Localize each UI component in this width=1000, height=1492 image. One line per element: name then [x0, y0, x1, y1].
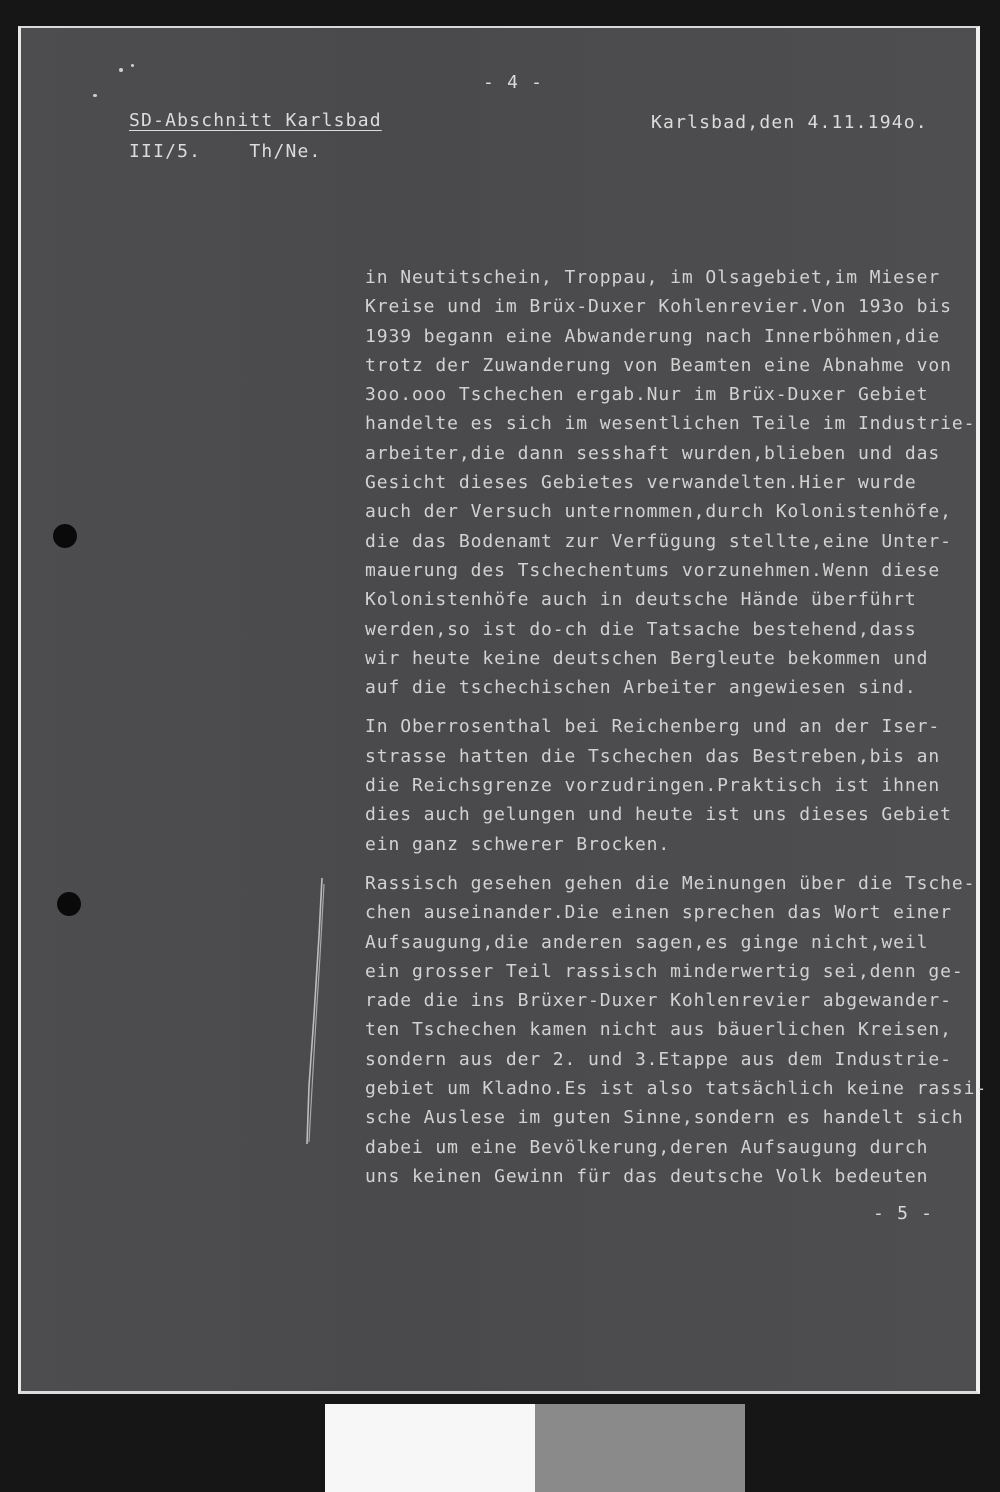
text-line: strasse hatten die Tschechen das Bestreben,bis an	[365, 745, 941, 767]
scan-speck	[119, 68, 123, 72]
text-line: ten Tschechen kamen nicht aus bäuerlichen Kreisen,	[365, 1019, 952, 1041]
text-line: chen auseinander.Die einen sprechen das Wort einer	[365, 902, 952, 924]
page-number-top: - 4 -	[483, 72, 544, 93]
place-date: Karlsbad,den 4.11.194o.	[651, 112, 928, 133]
text-line: 1939 begann eine Abwanderung nach Innerböhmen,die	[365, 325, 941, 347]
color-reference-card-white	[325, 1404, 535, 1492]
text-line: Kreise und im Brüx-Duxer Kohlenrevier.Von 193o bis	[365, 296, 952, 318]
text-line: dies auch gelungen und heute ist uns dieses Gebiet	[365, 804, 952, 826]
color-reference-card-grey	[535, 1404, 745, 1492]
text-line: werden,so ist do-ch die Tatsache bestehend,dass	[365, 618, 917, 640]
text-line: Gesicht dieses Gebietes verwandelten.Hier wurde	[365, 472, 917, 494]
text-line: sche Auslese im guten Sinne,sondern es handelt sich	[365, 1107, 964, 1129]
document-sheet	[18, 26, 988, 1394]
text-line: 3oo.ooo Tschechen ergab.Nur im Brüx-Duxer Gebiet	[365, 384, 929, 406]
text-line: auch der Versuch unternommen,durch Kolonistenhöfe,	[365, 501, 952, 523]
paragraph	[365, 263, 983, 702]
text-line: arbeiter,die dann sesshaft wurden,blieben und das	[365, 442, 941, 464]
text-line: Aufsaugung,die anderen sagen,es ginge nicht,weil	[365, 931, 929, 953]
text-line: in Neutitschein, Troppau, im Olsagebiet,im Mieser	[365, 267, 941, 288]
text-line: handelte es sich im wesentlichen Teile im Industrie-	[365, 413, 976, 435]
punch-hole-top	[53, 524, 77, 548]
text-line: In Oberrosenthal bei Reichenberg und an der Iser-	[365, 716, 941, 738]
scan-speck	[93, 94, 97, 97]
scan-speck	[131, 64, 134, 67]
text-line: uns keinen Gewinn für das deutsche Volk bedeuten	[365, 1165, 929, 1187]
page-number-next: - 5 -	[873, 1203, 934, 1224]
text-line: mauerung des Tschechentums vorzunehmen.Wenn diese	[365, 559, 941, 581]
text-line: Kolonistenhöfe auch in deutsche Hände überführt	[365, 589, 917, 611]
paragraph	[365, 712, 983, 858]
text-line: ein grosser Teil rassisch minderwertig sei,denn ge-	[365, 960, 964, 982]
text-line: die das Bodenamt zur Verfügung stellte,eine Unter-	[365, 530, 952, 552]
sender-office: SD-Abschnitt Karlsbad	[129, 110, 382, 131]
text-line: dabei um eine Bevölkerung,deren Aufsaugung durch	[365, 1136, 929, 1158]
text-line: ein ganz schwerer Brocken.	[365, 833, 671, 855]
punch-hole-bottom	[57, 892, 81, 916]
text-line: die Reichsgrenze vorzudringen.Praktisch ist ihnen	[365, 775, 941, 797]
letter-body	[365, 263, 988, 1191]
text-line: auf die tschechischen Arbeiter angewiesen sind.	[365, 677, 917, 699]
text-line: rade die ins Brüxer-Duxer Kohlenrevier abgewander-	[365, 990, 952, 1012]
text-line: wir heute keine deutschen Bergleute bekommen und	[365, 647, 929, 669]
text-line: trotz der Zuwanderung von Beamten eine Abnahme von	[365, 354, 952, 376]
paragraph	[365, 869, 988, 1191]
text-line: gebiet um Kladno.Es ist also tatsächlich keine rassi-	[365, 1078, 988, 1100]
text-line: sondern aus der 2. und 3.Etappe aus dem Industrie-	[365, 1048, 952, 1070]
margin-pencil-mark	[305, 876, 325, 1148]
text-line: Rassisch gesehen gehen die Meinungen über die Tsche-	[365, 872, 976, 894]
file-reference: III/5. Th/Ne.	[129, 141, 322, 162]
